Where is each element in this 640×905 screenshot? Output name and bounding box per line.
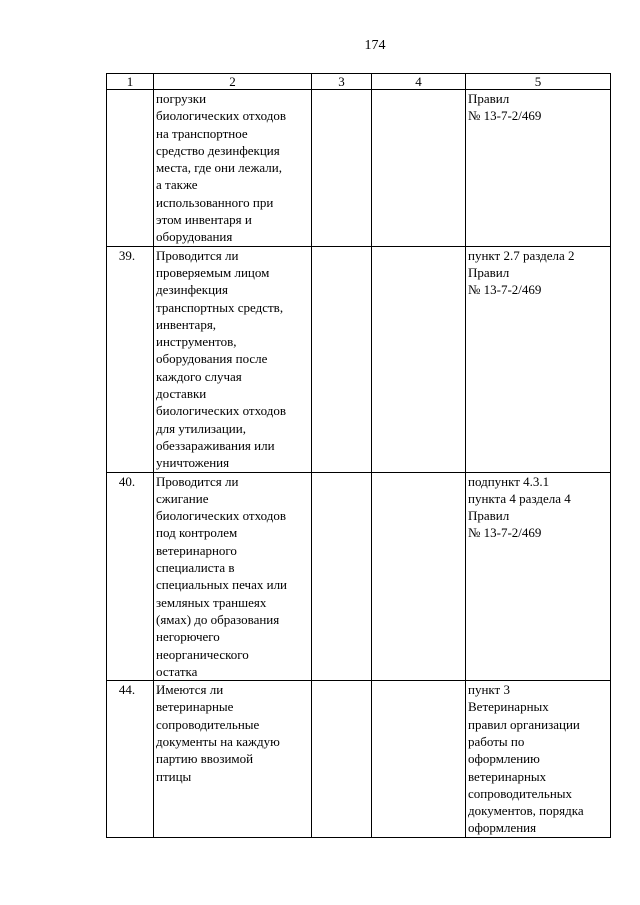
header-cell-3: 3 [312,74,372,90]
col3-cell [312,681,372,838]
reference-cell: Правил № 13-7-2/469 [466,90,611,247]
reference-cell: пункт 2.7 раздела 2 Правил № 13-7-2/469 [466,246,611,472]
header-cell-1: 1 [107,74,154,90]
header-cell-2: 2 [154,74,312,90]
row-number: 39. [107,246,154,472]
table-row [107,681,611,838]
question-cell: Имеются ли ветеринарные сопроводительные документы на каждую партию ввозимой птицы [154,681,312,838]
col3-cell [312,246,372,472]
checklist-table [106,73,611,838]
question-cell: Проводится ли сжигание биологических отходов под контролем ветеринарного специалиста в специальных печах или земляных траншеях (ямах) до образования негорючего неорганического остатка [154,472,312,681]
header-cell-4: 4 [372,74,466,90]
table-row [107,246,611,472]
row-number: 44. [107,681,154,838]
col4-cell [372,246,466,472]
reference-cell: пункт 3 Ветеринарных правил организации работы по оформлению ветеринарных сопроводительных документов, порядка оформления [466,681,611,838]
reference-cell: подпункт 4.3.1 пункта 4 раздела 4 Правил № 13-7-2/469 [466,472,611,681]
question-cell: погрузки биологических отходов на транспортное средство дезинфекция места, где они лежали, а также использованного при этом инвентаря и оборудования [154,90,312,247]
row-number: 40. [107,472,154,681]
header-cell-5: 5 [466,74,611,90]
page-number: 174 [364,38,386,53]
col3-cell [312,90,372,247]
question-cell: Проводится ли проверяемым лицом дезинфекция транспортных средств, инвентаря, инструментов, оборудования после каждого случая доставки биологических отходов для утилизации, обеззараживания или уничтожения [154,246,312,472]
col4-cell [372,681,466,838]
header-row [107,74,611,90]
col4-cell [372,472,466,681]
col3-cell [312,472,372,681]
table-row [107,472,611,681]
table-row [107,90,611,247]
col4-cell [372,90,466,247]
row-number [107,90,154,247]
